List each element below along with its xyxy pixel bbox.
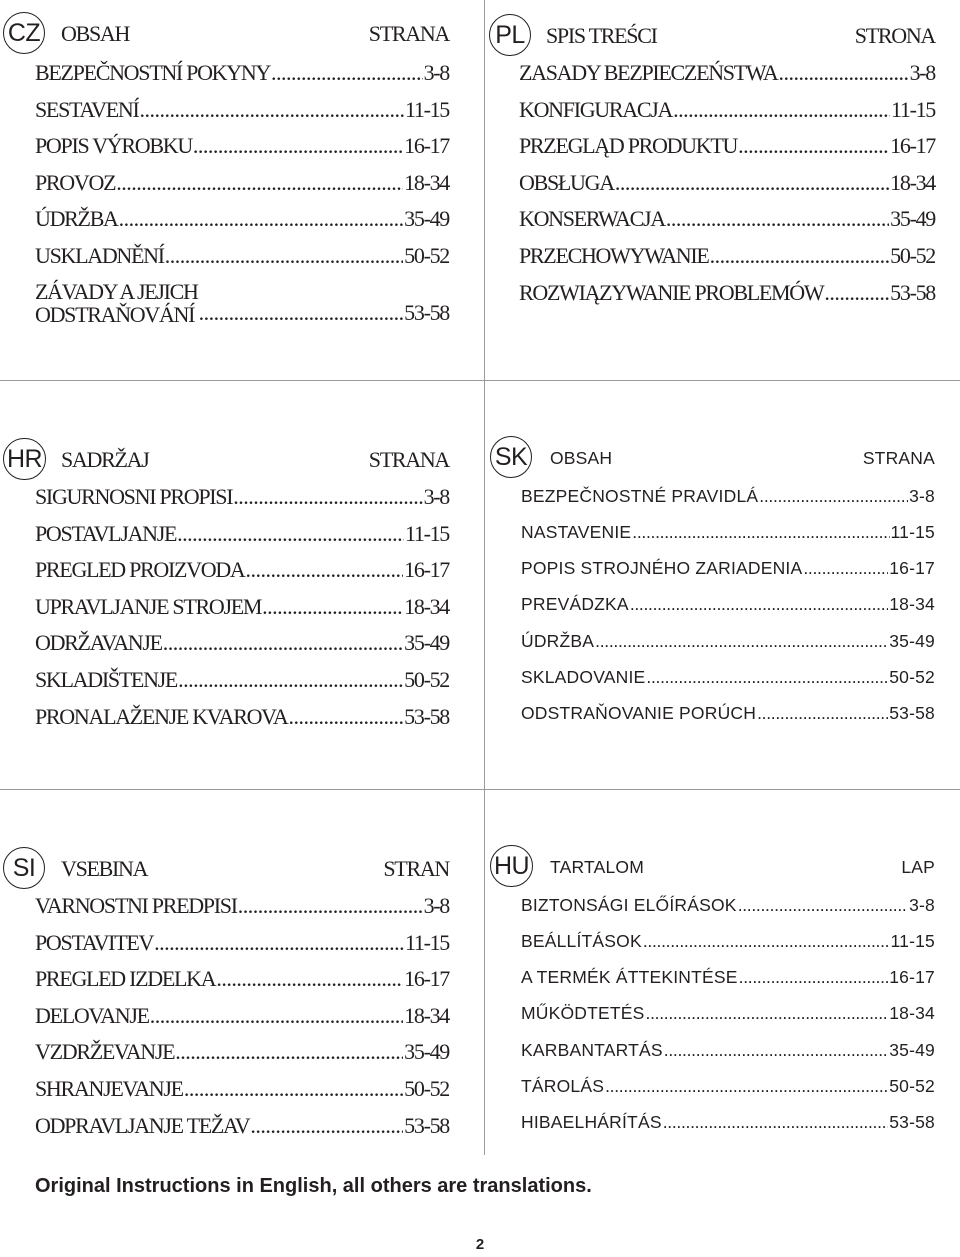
toc-entry (35, 170, 449, 196)
toc-entry (521, 522, 935, 543)
toc-entry (521, 631, 935, 652)
toc-entry-pages: 11-15 (404, 97, 449, 122)
toc-entry-label: POSTAVLJANJE (35, 521, 177, 546)
dot-leader (646, 1003, 889, 1024)
dot-leader (175, 1039, 403, 1065)
dot-leader (595, 631, 888, 652)
toc-entry-label: UPRAVLJANJE STROJEM (35, 594, 262, 619)
page-column-label: STRANA (862, 447, 935, 468)
dot-leader (165, 243, 403, 269)
toc-entry-label: KONSERWACJA (519, 206, 665, 231)
toc-entry-label: BEZPEČNOSTNÍ POKYNY (35, 60, 271, 85)
toc-entry (521, 1076, 935, 1097)
toc-entry-pages: 11-15 (890, 931, 935, 951)
toc-entry (35, 704, 449, 730)
toc-entry (521, 594, 935, 615)
toc-entry-pages: 35-49 (889, 631, 935, 651)
toc-entry-pages: 11-15 (890, 97, 935, 122)
dot-leader (605, 1076, 888, 1097)
toc-entry-pages: 11-15 (404, 930, 449, 955)
dot-leader (643, 931, 890, 952)
dot-leader (673, 97, 890, 123)
dot-leader (759, 486, 908, 507)
toc-entry-label: SIGURNOSNI PROPISI (35, 484, 233, 509)
toc-entry (35, 930, 449, 956)
toc-entry (35, 243, 449, 269)
toc-entry-pages: 3-8 (423, 484, 449, 509)
toc-entry-label: PREGLED PROIZVODA (35, 557, 245, 582)
toc-entry-label: BEÁLLÍTÁSOK (521, 931, 642, 951)
toc-entry-pages: 16-17 (404, 966, 449, 991)
language-badge-hr: HR (3, 438, 46, 480)
toc-entry-pages: 11-15 (890, 522, 935, 542)
page-column-label: STRONA (854, 23, 935, 48)
toc-entry-label: SHRANJEVANJE (35, 1076, 183, 1101)
dot-leader (824, 280, 889, 306)
toc-entry-label: PREGLED IZDELKA (35, 966, 216, 991)
toc-entry-label: SKLADIŠTENJE (35, 667, 178, 692)
toc-entry-label: KARBANTARTÁS (521, 1040, 663, 1060)
toc-entry-label: A TERMÉK ÁTTEKINTÉSE (521, 967, 738, 987)
toc-entry-label: ÚDRŽBA (521, 631, 595, 651)
toc-entry (521, 486, 935, 507)
toc-entry (519, 97, 935, 123)
toc-entry-pages: 18-34 (404, 1003, 449, 1028)
toc-entry (35, 667, 449, 693)
page-column-label: STRAN (383, 856, 449, 881)
toc-entry-pages: 16-17 (404, 557, 449, 582)
toc-entry (519, 60, 935, 86)
dot-leader (163, 630, 403, 656)
dot-leader (632, 522, 889, 543)
dot-leader (177, 521, 404, 547)
toc-title: SPIS TREŚCI (546, 23, 657, 48)
toc-entry-label: ZASADY BEZPIECZEŃSTWA (519, 60, 778, 85)
dot-leader (216, 966, 403, 992)
toc-entry-label: ODRŽAVANJE (35, 630, 162, 655)
toc-entry (35, 1076, 449, 1102)
row-divider-2 (0, 789, 960, 790)
language-badge-cz: CZ (3, 12, 45, 54)
toc-entry-pages: 35-49 (889, 1040, 935, 1060)
toc-entry-pages: 18-34 (890, 170, 935, 195)
toc-entry-pages: 50-52 (404, 243, 449, 268)
dot-leader (139, 97, 404, 123)
toc-entry (519, 280, 935, 306)
dot-leader (738, 133, 889, 159)
toc-entry (521, 895, 935, 916)
toc-entry-pages: 16-17 (890, 133, 935, 158)
dot-leader (119, 206, 404, 232)
toc-entry (521, 931, 935, 952)
toc-entry (35, 1039, 449, 1065)
dot-leader (738, 895, 908, 916)
dot-leader (246, 557, 404, 583)
toc-entry-label: ODSTRAŇOVANIE PORÚCH (521, 703, 757, 723)
column-divider-top (484, 0, 485, 380)
toc-title: OBSAH (61, 21, 130, 46)
toc-entry (35, 206, 449, 232)
dot-leader (710, 243, 890, 269)
dot-leader (666, 206, 889, 232)
toc-entry (519, 243, 935, 269)
toc-entry (35, 893, 449, 919)
dot-leader (271, 60, 423, 86)
dot-leader (615, 170, 889, 196)
toc-entry-pages: 53-58 (404, 1113, 449, 1138)
toc-entry-pages: 3-8 (423, 60, 449, 85)
toc-entry-pages: 16-17 (889, 558, 935, 578)
dot-leader (116, 170, 403, 196)
dot-leader (289, 704, 404, 730)
toc-entry-label: HIBAELHÁRÍTÁS (521, 1112, 662, 1132)
toc-entry-pages: 18-34 (404, 594, 449, 619)
toc-entry-pages: 35-49 (404, 1039, 449, 1064)
toc-entry (35, 97, 449, 123)
toc-entry (35, 280, 449, 326)
toc-entry-label: ROZWIĄZYWANIE PROBLEMÓW (519, 280, 824, 305)
toc-entry-pages: 16-17 (404, 133, 449, 158)
toc-entry-label: VZDRŽEVANJE (35, 1039, 175, 1064)
toc-entry-pages: 53-58 (890, 280, 935, 305)
toc-entry-label: SKLADOVANIE (521, 667, 646, 687)
column-divider-middle (484, 381, 485, 789)
page-column-label: LAP (901, 856, 935, 877)
toc-entry (35, 1003, 449, 1029)
dot-leader (154, 930, 404, 956)
dot-leader (803, 558, 888, 579)
page-column-label: STRANA (368, 21, 449, 46)
toc-entry (521, 558, 935, 579)
page-number: 2 (475, 1236, 485, 1253)
toc-entry-label: MŰKÖDTETÉS (521, 1003, 645, 1023)
toc-entry (521, 967, 935, 988)
dot-leader (664, 1040, 888, 1061)
toc-entry-label: PRZEGLĄD PRODUKTU (519, 133, 738, 158)
toc-entry-label: PROVOZ (35, 170, 116, 195)
dot-leader (663, 1112, 889, 1133)
toc-entry-label: POPIS STROJNÉHO ZARIADENIA (521, 558, 803, 578)
toc-entry-label: PREVÁDZKA (521, 594, 629, 614)
toc-entry (521, 667, 935, 688)
toc-entry-pages: 18-34 (889, 594, 935, 614)
row-divider-1 (0, 380, 960, 381)
toc-entry-label: ODPRAVLJANJE TEŽAV (35, 1113, 250, 1138)
toc-entry-pages: 3-8 (423, 893, 449, 918)
toc-entry-label: OBSŁUGA (519, 170, 614, 195)
dot-leader (739, 967, 889, 988)
toc-entry (521, 1112, 935, 1133)
toc-entry-pages: 53-58 (889, 703, 935, 723)
toc-entry-pages: 53-58 (404, 300, 449, 326)
toc-entry (519, 170, 935, 196)
toc-entry (35, 484, 449, 510)
toc-entry-pages: 3-8 (909, 486, 935, 506)
toc-entry-pages: 18-34 (889, 1003, 935, 1023)
toc-entry (519, 206, 935, 232)
dot-leader (262, 594, 403, 620)
language-badge-pl: PL (489, 14, 531, 56)
dot-leader (184, 1076, 403, 1102)
toc-entry-pages: 53-58 (404, 704, 449, 729)
toc-title: SADRŽAJ (61, 447, 149, 472)
toc-entry-pages: 50-52 (404, 667, 449, 692)
language-badge-hu: HU (490, 845, 533, 887)
toc-entry-label: USKLADNĚNÍ (35, 243, 164, 268)
toc-entry-pages: 50-52 (404, 1076, 449, 1101)
dot-leader (630, 594, 888, 615)
toc-entry-pages: 11-15 (404, 521, 449, 546)
dot-leader (193, 133, 403, 159)
page-column-label: STRANA (368, 447, 449, 472)
dot-leader (199, 300, 404, 326)
toc-entry (35, 521, 449, 547)
dot-leader (779, 60, 909, 86)
toc-entry (35, 630, 449, 656)
toc-entry-pages: 3-8 (909, 60, 935, 85)
dot-leader (150, 1003, 403, 1029)
toc-entry (521, 1003, 935, 1024)
dot-leader (178, 667, 403, 693)
toc-entry-pages: 16-17 (889, 967, 935, 987)
toc-entry (35, 133, 449, 159)
toc-entry-pages: 53-58 (889, 1112, 935, 1132)
toc-entry-label-line1: ZÁVADY A JEJICH (35, 279, 198, 304)
toc-entry-pages: 35-49 (404, 630, 449, 655)
toc-entry-label: NASTAVENIE (521, 522, 632, 542)
toc-entry-label: ÚDRŽBA (35, 206, 118, 231)
toc-entry-label-line2: ODSTRAŇOVÁNÍ (35, 302, 195, 328)
toc-entry-label: POSTAVITEV (35, 930, 154, 955)
toc-entry-label: BEZPEČNOSTNÉ PRAVIDLÁ (521, 486, 759, 506)
column-divider-bottom (484, 790, 485, 1155)
toc-entry-label: PRZECHOWYWANIE (519, 243, 709, 268)
toc-entry-label: SESTAVENÍ (35, 97, 139, 122)
toc-title: VSEBINA (61, 856, 148, 881)
toc-entry (35, 1113, 449, 1139)
dot-leader (250, 1113, 403, 1139)
toc-entry-label: TÁROLÁS (521, 1076, 605, 1096)
toc-entry-pages: 35-49 (404, 206, 449, 231)
toc-entry-pages: 50-52 (890, 243, 935, 268)
toc-entry-label: VARNOSTNI PREDPISI (35, 893, 237, 918)
translation-note: Original Instructions in English, all others are translations. (35, 1175, 592, 1197)
language-badge-sk: SK (490, 436, 532, 478)
dot-leader (238, 893, 423, 919)
dot-leader (233, 484, 422, 510)
language-badge-si: SI (3, 847, 45, 889)
toc-title: TARTALOM (550, 856, 644, 877)
toc-entry-pages: 50-52 (889, 1076, 935, 1096)
dot-leader (757, 703, 888, 724)
dot-leader (646, 667, 888, 688)
toc-entry (519, 133, 935, 159)
toc-entry-pages: 3-8 (909, 895, 935, 915)
toc-entry-label: DELOVANJE (35, 1003, 149, 1028)
toc-entry (521, 1040, 935, 1061)
toc-title: OBSAH (550, 447, 613, 468)
toc-entry (35, 60, 449, 86)
toc-entry-label: BIZTONSÁGI ELŐÍRÁSOK (521, 895, 737, 915)
toc-entry-pages: 18-34 (404, 170, 449, 195)
toc-entry-label: PRONALAŽENJE KVAROVA (35, 704, 288, 729)
toc-entry (35, 966, 449, 992)
toc-entry-label: POPIS VÝROBKU (35, 133, 192, 158)
toc-entry (35, 594, 449, 620)
toc-entry-pages: 35-49 (890, 206, 935, 231)
toc-entry-pages: 50-52 (889, 667, 935, 687)
toc-entry-label: KONFIGURACJA (519, 97, 673, 122)
toc-entry (521, 703, 935, 724)
toc-entry (35, 557, 449, 583)
